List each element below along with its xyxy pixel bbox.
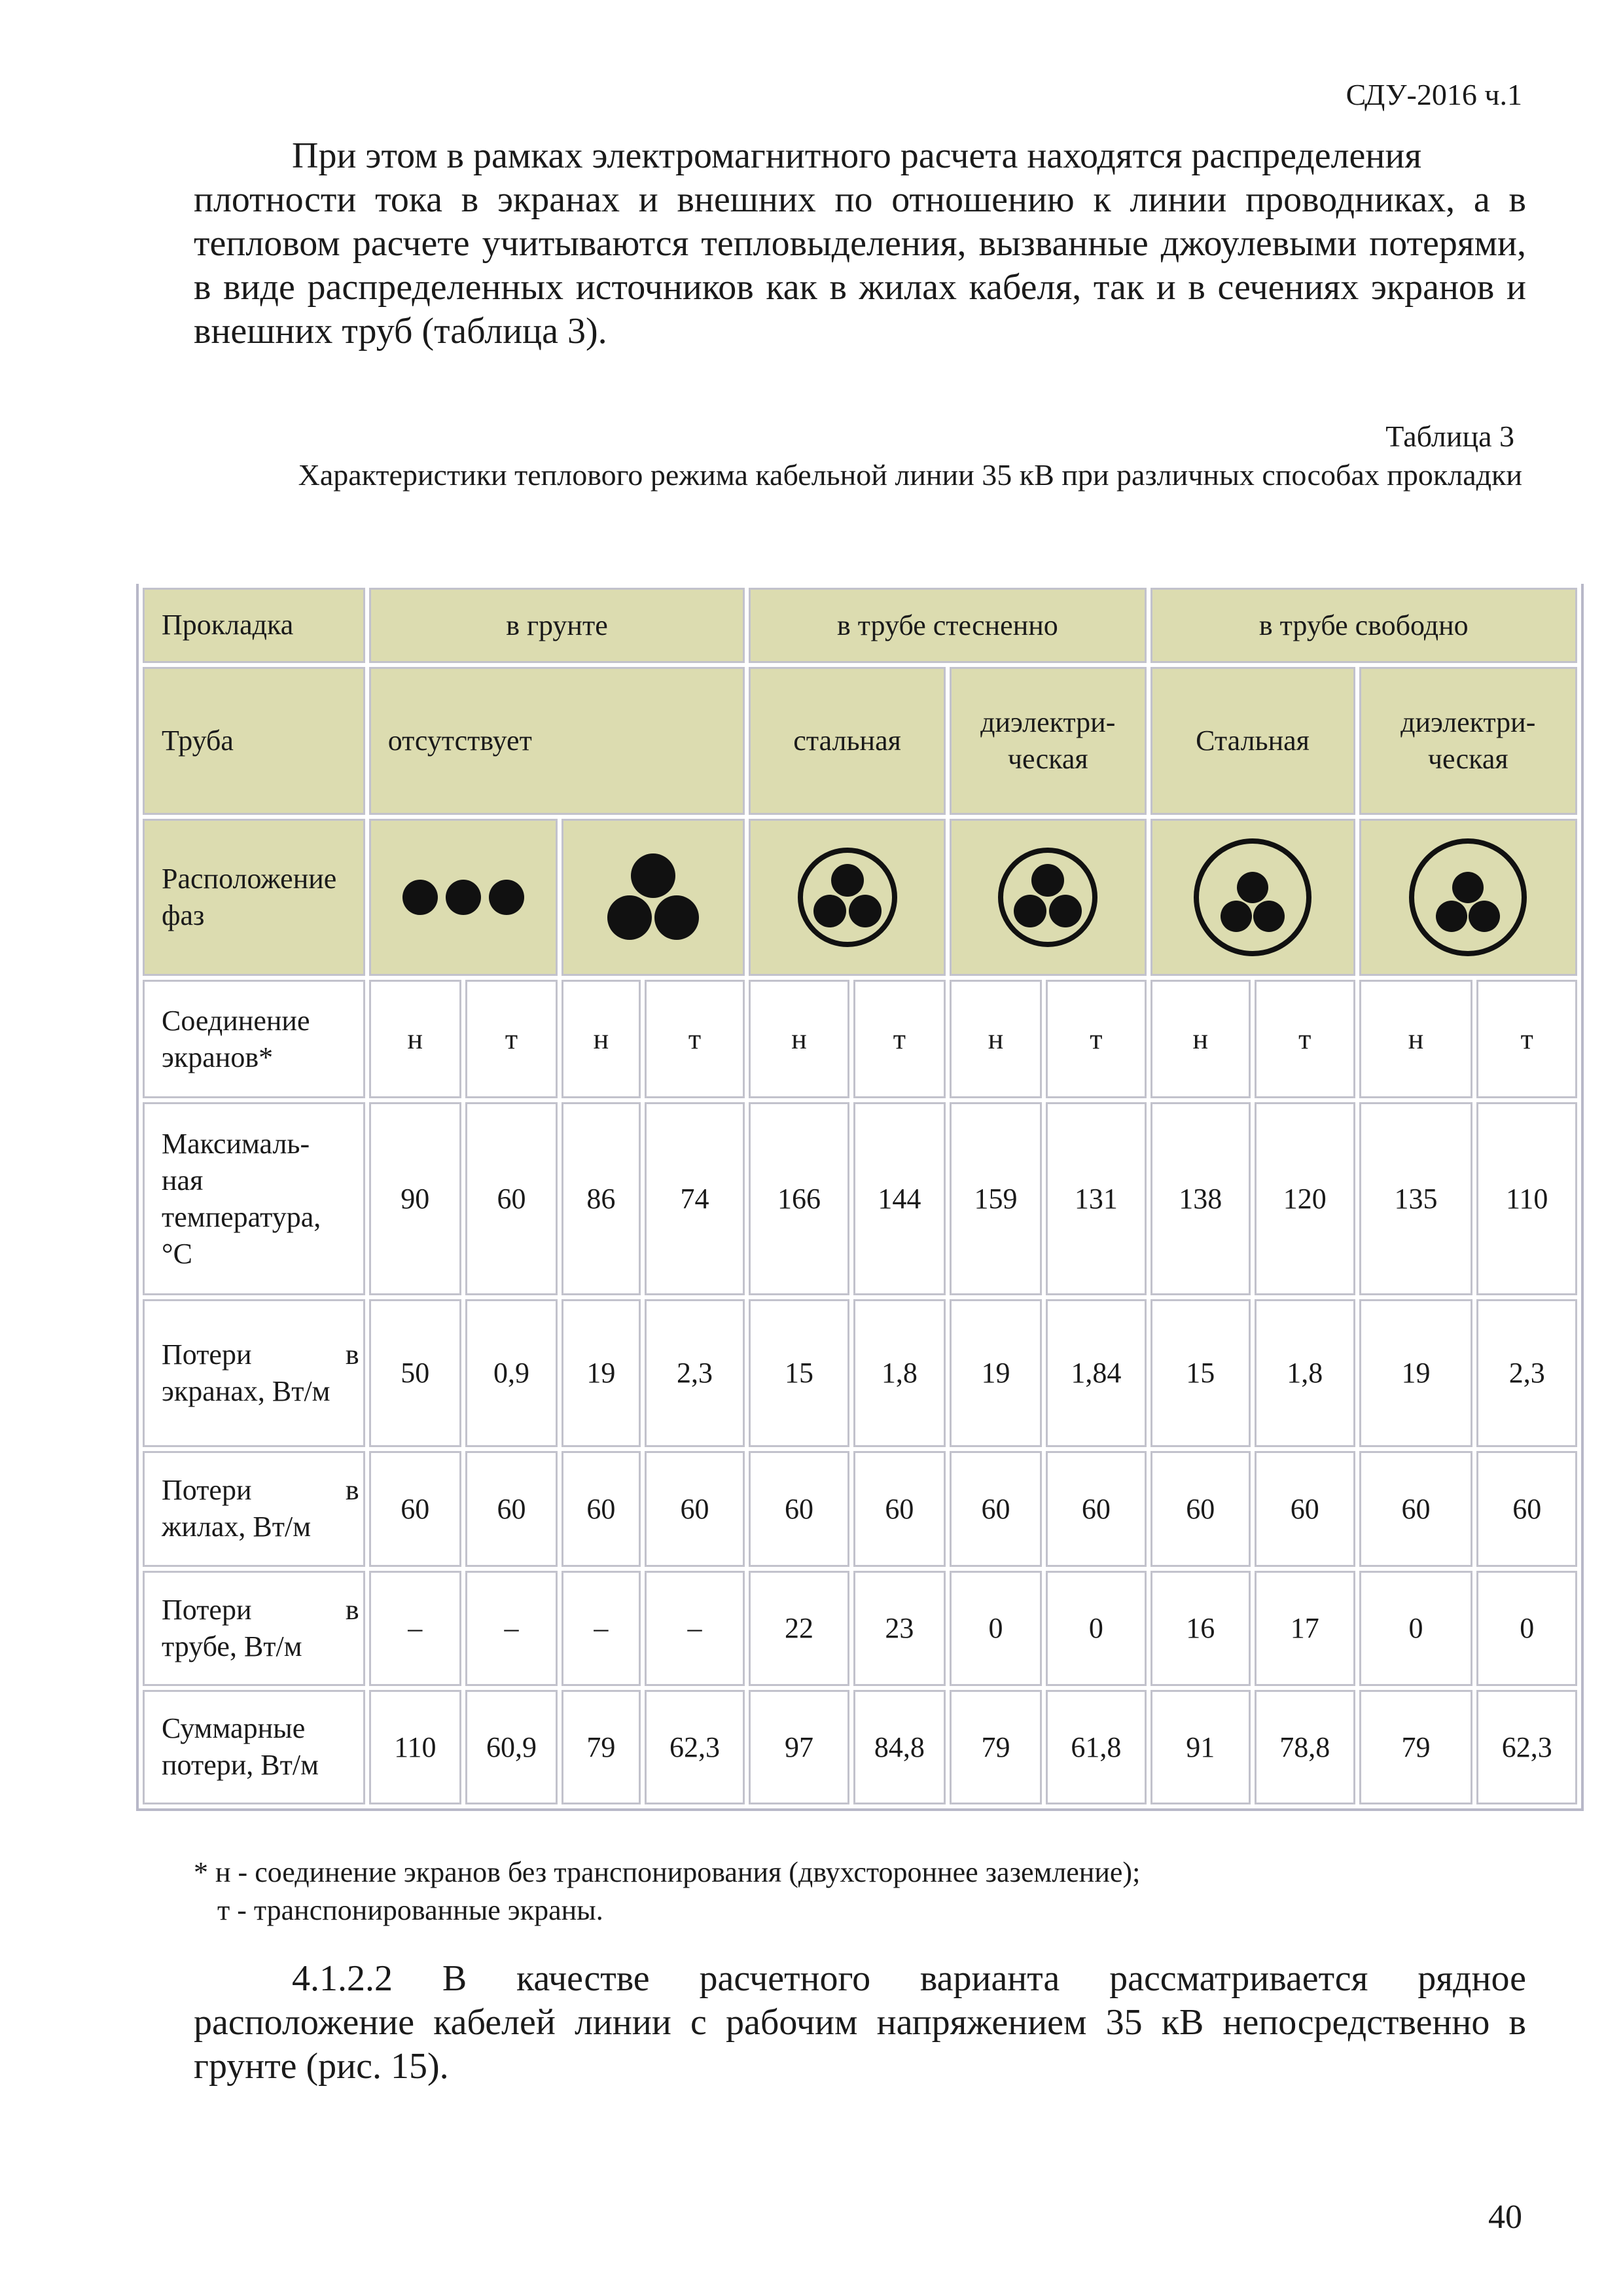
table-cell: 50 [369, 1299, 461, 1447]
footnote-line-2: т - транспонированные экраны. [217, 1894, 603, 1926]
row-label-word: Потери [162, 1593, 252, 1626]
table-cell: 60 [1046, 1451, 1146, 1567]
row-label-word: в [345, 1593, 359, 1626]
group-pipe-free: в трубе свободно [1150, 588, 1577, 663]
table-row-core-losses [143, 1451, 1577, 1567]
paragraph-intro-rest: плотности тока в экранах и внешних по отношению к линии проводниках, а в тепловом расчете учитываются тепловыделения, вызванные джоулевыми потерями, в виде распределенных источников как в жилах кабеля, так и в сечениях экранов и внешних труб (таблица 3). [194, 179, 1526, 351]
table-cell: 1,84 [1046, 1299, 1146, 1447]
table-cell: 2,3 [1476, 1299, 1577, 1447]
triangle-in-pipe-free-icon [1359, 819, 1578, 976]
page-number: 40 [1488, 2198, 1522, 2236]
table-cell: 60 [749, 1451, 849, 1567]
table-row-max-temperature [143, 1102, 1577, 1295]
table-cell: 17 [1255, 1571, 1355, 1685]
table-cell: 110 [1476, 1102, 1577, 1295]
row-label-line [162, 1472, 359, 1509]
table-row-pipe-losses [143, 1571, 1577, 1685]
table-cell: 62,3 [1476, 1690, 1577, 1805]
paragraph-section-line-1: 4.1.2.2 В качестве расчетного варианта рассматривается рядное [292, 1958, 1526, 1999]
table-cell: 0 [1359, 1571, 1473, 1685]
table-cell: 19 [1359, 1299, 1473, 1447]
table-cell: н [749, 980, 849, 1099]
thermal-mode-table [136, 584, 1584, 1811]
table-cell: 15 [749, 1299, 849, 1447]
table-cell: 60 [465, 1451, 558, 1567]
three-in-row-phases-icon [369, 819, 558, 976]
table-cell: – [562, 1571, 641, 1685]
table-cell: 144 [853, 1102, 946, 1295]
table-cell: т [1476, 980, 1577, 1099]
table-cell: 91 [1150, 1690, 1251, 1805]
pipe-none: отсутствует [369, 667, 745, 815]
row-label-word: в [345, 1474, 359, 1507]
table-cell: 90 [369, 1102, 461, 1295]
table-cell: 110 [369, 1690, 461, 1805]
row-label-line [162, 1336, 359, 1373]
table-cell: 79 [950, 1690, 1042, 1805]
table-cell: 23 [853, 1571, 946, 1685]
row-label-phase-arrangement: Расположение фаз [143, 819, 365, 976]
table-cell: 60,9 [465, 1690, 558, 1805]
row-label-word: в [345, 1338, 359, 1371]
row-label-pipe: Труба [143, 667, 365, 815]
table-cell: – [369, 1571, 461, 1685]
table-cell: 60 [645, 1451, 745, 1567]
table-cell: 120 [1255, 1102, 1355, 1295]
footnote-line-1: * н - соединение экранов без транспонирования (двухстороннее заземление); [194, 1856, 1141, 1888]
table-cell: 60 [1476, 1451, 1577, 1567]
table-cell: 0 [1046, 1571, 1146, 1685]
group-pipe-tight: в трубе стесненно [749, 588, 1146, 663]
row-label-line: Суммарные [162, 1712, 306, 1745]
table-cell: т [1046, 980, 1146, 1099]
table-cell: 15 [1150, 1299, 1251, 1447]
row-label-line: Максималь- [162, 1127, 310, 1160]
table-cell: 60 [369, 1451, 461, 1567]
table-cell: н [1150, 980, 1251, 1099]
table-cell: 1,8 [1255, 1299, 1355, 1447]
table-cell: 74 [645, 1102, 745, 1295]
table-row-screen-connection [143, 980, 1577, 1099]
document-code: СДУ-2016 ч.1 [1346, 78, 1522, 111]
triangle-phases-icon [562, 819, 745, 976]
row-label-line: экранах, Вт/м [162, 1374, 330, 1407]
row-label-line: трубе, Вт/м [162, 1630, 302, 1662]
row-label-screen-connection: Соединение экранов* [143, 980, 365, 1099]
table-cell: 19 [950, 1299, 1042, 1447]
table-cell: 60 [1255, 1451, 1355, 1567]
row-label-max-temperature [143, 1102, 365, 1295]
row-label-line: температура, [162, 1200, 321, 1233]
table-cell: 60 [950, 1451, 1042, 1567]
row-label-word: Потери [162, 1474, 252, 1507]
paragraph-section-4-1-2-2 [194, 1957, 1526, 2089]
table-cell: 0 [1476, 1571, 1577, 1685]
table-cell: 79 [1359, 1690, 1473, 1805]
pipe-steel-free: Стальная [1150, 667, 1355, 815]
pipe-dielectric-free: диэлектри-ческая [1359, 667, 1578, 815]
table-cell: т [1255, 980, 1355, 1099]
table-cell: 159 [950, 1102, 1042, 1295]
table-cell: 22 [749, 1571, 849, 1685]
table-cell: н [950, 980, 1042, 1099]
row-label-screen-losses [143, 1299, 365, 1447]
table-cell: н [1359, 980, 1473, 1099]
table-cell: 2,3 [645, 1299, 745, 1447]
table-cell: 60 [562, 1451, 641, 1567]
paragraph-section-rest: расположение кабелей линии с рабочим напряжением 35 кВ непосредственно в грунте (рис. 15). [194, 2002, 1526, 2087]
table-row-screen-losses [143, 1299, 1577, 1447]
table-cell: 79 [562, 1690, 641, 1805]
table-cell: – [465, 1571, 558, 1685]
table-cell: 166 [749, 1102, 849, 1295]
pipe-dielectric-tight: диэлектри-ческая [950, 667, 1147, 815]
table-cell: 60 [853, 1451, 946, 1567]
table-cell: 78,8 [1255, 1690, 1355, 1805]
table-cell: 19 [562, 1299, 641, 1447]
table-cell: 61,8 [1046, 1690, 1146, 1805]
table-cell: 138 [1150, 1102, 1251, 1295]
table-cell: т [465, 980, 558, 1099]
row-label-line: потери, Вт/м [162, 1749, 319, 1782]
table-cell: 84,8 [853, 1690, 946, 1805]
row-label-core-losses [143, 1451, 365, 1567]
table-cell: – [645, 1571, 745, 1685]
row-label-word: Потери [162, 1338, 252, 1371]
table-row-laying [143, 588, 1577, 663]
table-cell: 131 [1046, 1102, 1146, 1295]
row-label-laying: Прокладка [143, 588, 365, 663]
table-row-total-losses [143, 1690, 1577, 1805]
table-cell: 60 [1150, 1451, 1251, 1567]
table-cell: 60 [1359, 1451, 1473, 1567]
table-cell: н [369, 980, 461, 1099]
table-cell: 0,9 [465, 1299, 558, 1447]
row-label-line: °С [162, 1237, 192, 1270]
table-cell: н [562, 980, 641, 1099]
table-cell: 0 [950, 1571, 1042, 1685]
table-cell: т [645, 980, 745, 1099]
triangle-in-pipe-free-icon [1150, 819, 1355, 976]
triangle-in-pipe-tight-icon [950, 819, 1147, 976]
table-cell: 1,8 [853, 1299, 946, 1447]
paragraph-intro-line-1: При этом в рамках электромагнитного расчета находятся распределения [292, 135, 1422, 176]
table-row-phase-arrangement [143, 819, 1577, 976]
table-number: Таблица 3 [1385, 420, 1514, 453]
table-row-pipe [143, 667, 1577, 815]
table-title: Характеристики теплового режима кабельной линии 35 кВ при различных способах прокладки [298, 458, 1522, 492]
triangle-in-pipe-tight-icon [749, 819, 946, 976]
table-cell: 86 [562, 1102, 641, 1295]
paragraph-intro [194, 134, 1526, 353]
row-label-pipe-losses [143, 1571, 365, 1685]
row-label-line: ная [162, 1164, 204, 1196]
table-footnote [194, 1854, 1140, 1929]
group-in-ground: в грунте [369, 588, 745, 663]
pipe-steel-tight: стальная [749, 667, 946, 815]
table-cell: 16 [1150, 1571, 1251, 1685]
table-cell: 60 [465, 1102, 558, 1295]
table-cell: т [853, 980, 946, 1099]
table-cell: 97 [749, 1690, 849, 1805]
row-label-line: жилах, Вт/м [162, 1511, 312, 1543]
row-label-line [162, 1592, 359, 1628]
table-cell: 62,3 [645, 1690, 745, 1805]
table-cell: 135 [1359, 1102, 1473, 1295]
row-label-total-losses [143, 1690, 365, 1805]
